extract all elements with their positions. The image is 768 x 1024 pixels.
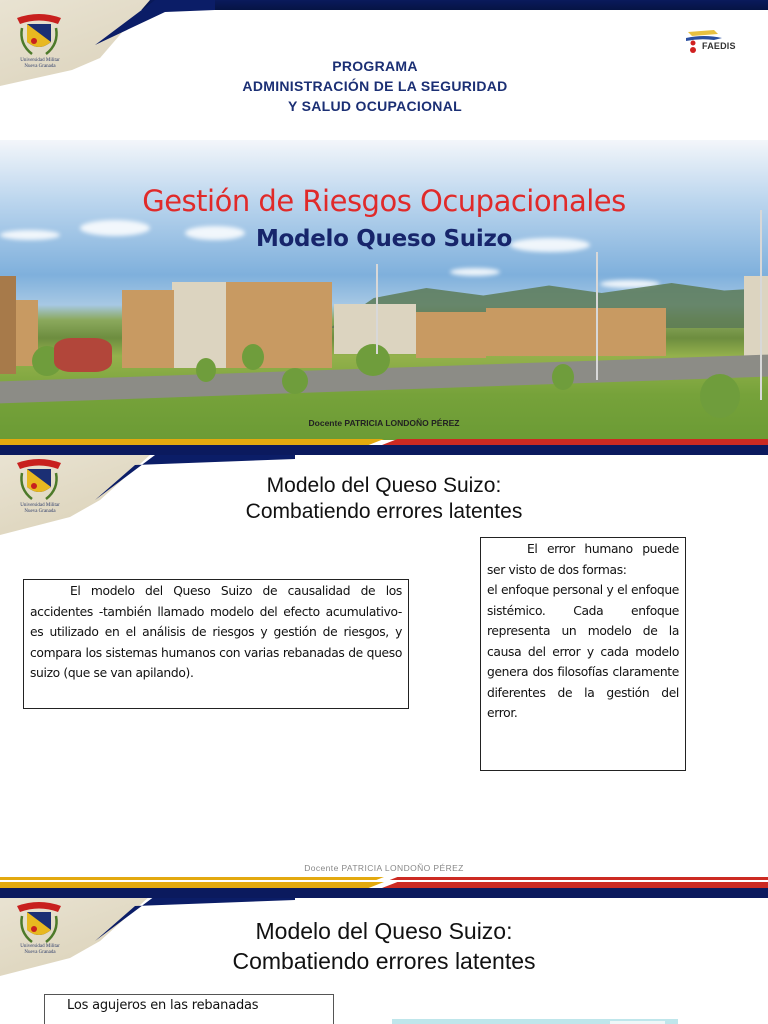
teacher-credit: Docente PATRICIA LONDOÑO PÉREZ bbox=[304, 863, 464, 873]
human-error-box: El error humano puede ser visto de dos formas: el enfoque personal y el enfoque sistémico. Cada enfoque representa un modelo de la causa del error y cada modelo genera dos filosofías claramente diferentes de la gestión del error. bbox=[480, 537, 686, 771]
navy-stripe bbox=[0, 445, 768, 455]
slide-title: Modelo del Queso Suizo: Combatiendo errores latentes bbox=[232, 918, 536, 974]
holes-description-box: Los agujeros en las rebanadas bbox=[44, 994, 334, 1024]
tree bbox=[242, 344, 264, 370]
tree bbox=[356, 344, 390, 376]
tree bbox=[700, 374, 740, 418]
tree bbox=[282, 368, 308, 394]
street-lamp bbox=[596, 252, 598, 380]
building bbox=[486, 308, 666, 356]
content-slide-1 bbox=[0, 455, 768, 880]
cloud bbox=[450, 268, 500, 276]
building bbox=[122, 290, 174, 368]
teacher-credit: Docente PATRICIA LONDOÑO PÉREZ bbox=[308, 418, 460, 428]
tree bbox=[196, 358, 216, 382]
footer-tricolor-stripe bbox=[0, 439, 768, 455]
presentation-title: Gestión de Riesgos Ocupacionales bbox=[142, 184, 626, 218]
building bbox=[172, 282, 230, 368]
university-name: Universidad Militar Nueva Granada bbox=[20, 944, 60, 955]
content-slide-2 bbox=[0, 880, 768, 1024]
swiss-cheese-definition-box: El modelo del Queso Suizo de causalidad de los accidentes -también llamado modelo del efecto acumulativo- es utilizado en el análisis de riesgos y gestión de riesgos, y compara los sistemas humanos con varias rebanadas de queso suizo (que se van apilando). bbox=[23, 579, 409, 709]
diagram-image-top bbox=[392, 1019, 678, 1024]
building bbox=[416, 312, 486, 358]
building bbox=[0, 276, 16, 374]
tree bbox=[552, 364, 574, 390]
hedge bbox=[54, 338, 112, 372]
street-lamp bbox=[376, 264, 378, 354]
slide-header bbox=[0, 0, 768, 140]
faedis-logo-text: FAEDIS bbox=[702, 41, 736, 51]
navy-stripe bbox=[0, 888, 768, 898]
university-name: Universidad Militar Nueva Granada bbox=[20, 503, 60, 514]
title-slide bbox=[0, 0, 768, 455]
slide-title: Modelo del Queso Suizo: Combatiendo errores latentes bbox=[245, 474, 523, 523]
program-name: PROGRAMA ADMINISTRACIÓN DE LA SEGURIDAD Y SALUD OCUPACIONAL bbox=[242, 58, 508, 114]
presentation-subtitle: Modelo Queso Suizo bbox=[255, 226, 513, 252]
university-name: Universidad Militar Nueva Granada bbox=[20, 58, 60, 69]
header-tricolor-stripe bbox=[0, 882, 768, 898]
